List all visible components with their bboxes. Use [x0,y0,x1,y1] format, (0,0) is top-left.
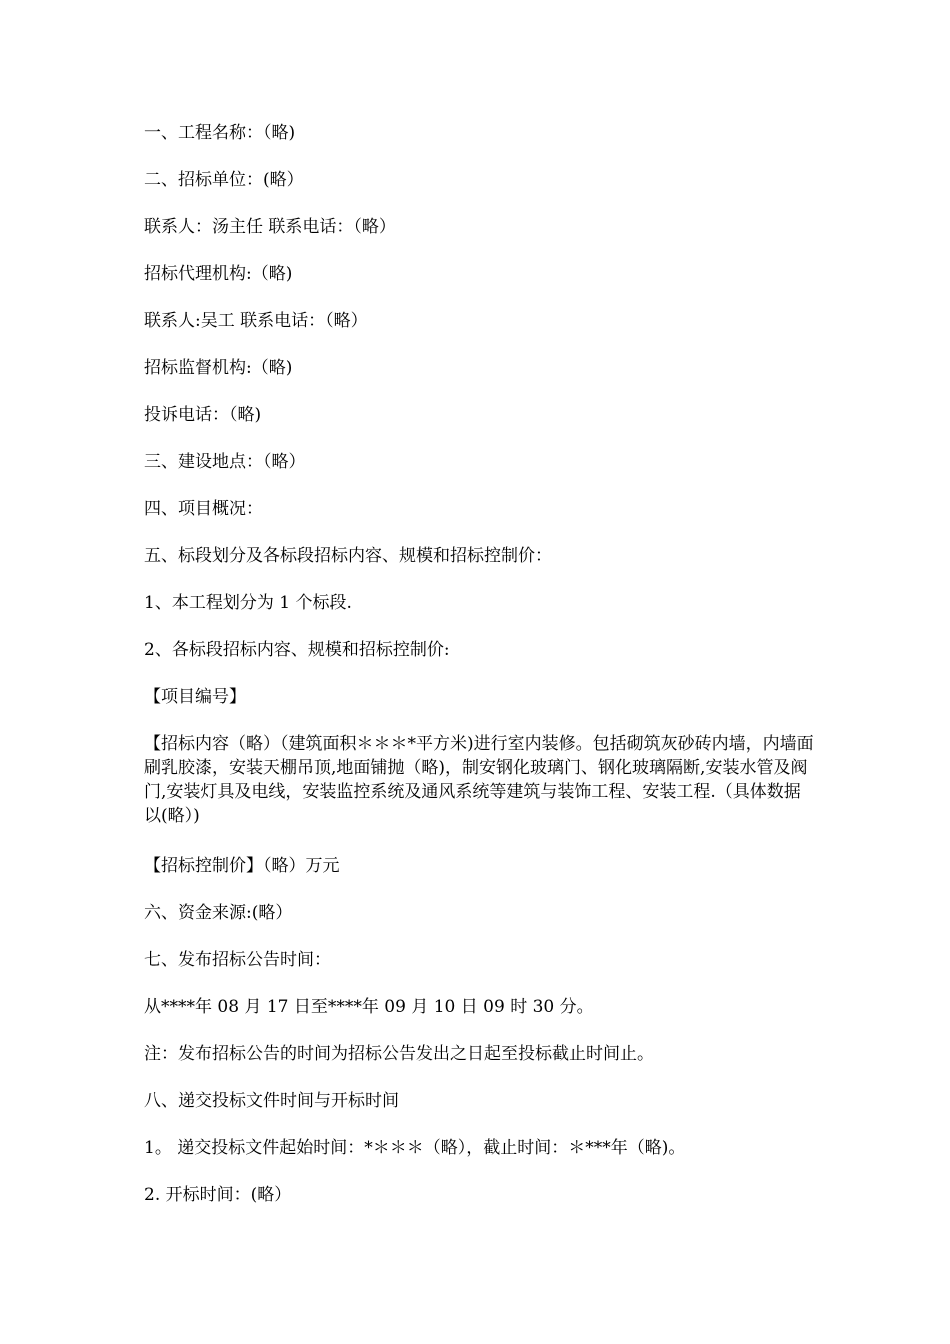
project-number: 【项目编号】 [144,687,246,707]
section-project-name: 一、工程名称：（略) [144,123,296,143]
section-overview: 四、项目概况： [144,499,263,519]
lots-item-1: 1、本工程划分为 1 个标段. [144,593,352,613]
announcement-note: 注：发布招标公告的时间为招标公告发出之日起至投标截止时间止。 [144,1044,654,1064]
lots-item-2: 2、各标段招标内容、规模和招标控制价: [144,640,450,660]
tender-agency: 招标代理机构:（略) [144,264,293,284]
contact-line-2: 联系人:吴工 联系电话：（略） [144,311,368,331]
contact-line-1: 联系人：汤主任 联系电话：（略） [144,217,396,237]
section-tender-unit: 二、招标单位：(略） [144,170,304,190]
section-submission-opening: 八、递交投标文件时间与开标时间 [144,1091,399,1111]
tender-content: 【招标内容（略）（建筑面积＊＊＊*平方米)进行室内装修。包括砌筑灰砂砖内墙，内墙面刷乳胶漆，安装天棚吊顶,地面铺抛（略)，制安钢化玻璃门、钢化玻璃隔断,安装水管及阀门,安装灯具及电线，安装监控系统及通风系统等建筑与装饰工程、安装工程.（具体数据以(略）) [144,734,814,826]
section-announcement-time: 七、发布招标公告时间： [144,950,331,970]
document-body [144,121,814,1230]
section-location: 三、建设地点：（略） [144,452,306,472]
section-funding: 六、资金来源:(略） [144,903,293,923]
complaint-phone: 投诉电话：（略) [144,405,262,425]
submission-time: 1。 递交投标文件起始时间：*＊＊＊（略），截止时间：＊***年（略)。 [144,1138,686,1158]
announcement-period: 从****年 08 月 17 日至****年 09 月 10 日 09 时 30 分。 [144,997,594,1017]
section-lots: 五、标段划分及各标段招标内容、规模和招标控制价： [144,546,552,566]
supervision-agency: 招标监督机构:（略) [144,358,293,378]
control-price: 【招标控制价】（略）万元 [144,856,340,876]
opening-time: 2. 开标时间：(略） [144,1185,292,1205]
